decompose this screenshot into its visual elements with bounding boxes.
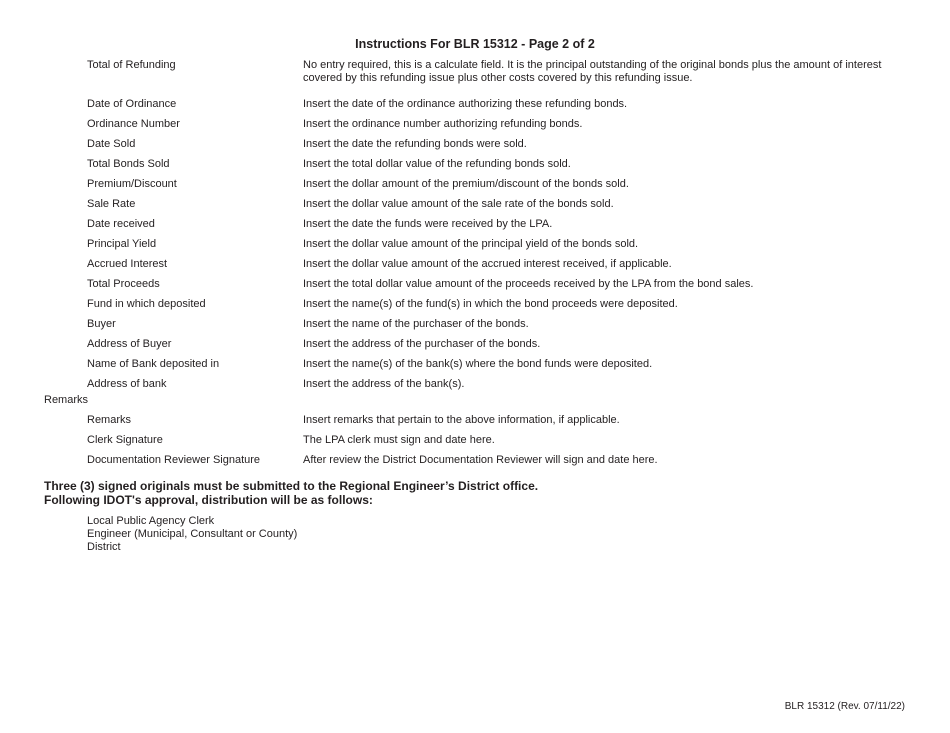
- field-name: Date of Ordinance: [87, 98, 177, 110]
- field-name: Premium/Discount: [87, 178, 177, 190]
- table-row: [0, 158, 950, 178]
- field-name: Date Sold: [87, 138, 136, 150]
- form-revision-footer: BLR 15312 (Rev. 07/11/22): [784, 701, 905, 712]
- field-name: Ordinance Number: [87, 118, 180, 130]
- field-description: Insert the name(s) of the bank(s) where the bond funds were deposited.: [303, 358, 653, 370]
- field-name: Buyer: [87, 318, 116, 330]
- field-name: Address of Buyer: [87, 338, 172, 350]
- table-row: [0, 378, 950, 398]
- notice-line: Three (3) signed originals must be submitted to the Regional Engineer’s District office.: [44, 479, 539, 493]
- distribution-item: Engineer (Municipal, Consultant or County): [87, 528, 298, 540]
- field-description: Insert the name of the purchaser of the bonds.: [303, 318, 529, 330]
- field-description: The LPA clerk must sign and date here.: [303, 434, 495, 446]
- field-name: Remarks: [87, 414, 132, 426]
- field-name: Total of Refunding: [87, 59, 176, 71]
- table-row: [0, 318, 950, 338]
- table-row: [0, 278, 950, 298]
- field-description: Insert the name(s) of the fund(s) in which the bond proceeds were deposited.: [303, 298, 678, 310]
- field-description: Insert the dollar value amount of the accrued interest received, if applicable.: [303, 258, 672, 270]
- field-description: Insert the date the funds were received by the LPA.: [303, 218, 553, 230]
- field-description: Insert the total dollar value of the refunding bonds sold.: [303, 158, 571, 170]
- submission-notice: [44, 479, 538, 507]
- table-row: [0, 98, 950, 118]
- field-name: Documentation Reviewer Signature: [87, 454, 261, 466]
- table-row: [0, 198, 950, 218]
- field-description: Insert the address of the bank(s).: [303, 378, 465, 390]
- field-description: Insert the dollar value amount of the sale rate of the bonds sold.: [303, 198, 614, 210]
- distribution-item: District: [87, 541, 121, 553]
- table-row: [0, 298, 950, 318]
- table-row: [0, 59, 950, 98]
- field-description: No entry required, this is a calculate field. It is the principal outstanding of the original bonds plus the amount of interest covered by this refunding issue plus other costs covered by this refunding issue.: [303, 59, 882, 84]
- table-row: [0, 454, 950, 474]
- field-name: Principal Yield: [87, 238, 157, 250]
- field-name: Total Proceeds: [87, 278, 160, 290]
- field-description: Insert the address of the purchaser of the bonds.: [303, 338, 541, 350]
- table-row: [0, 414, 950, 434]
- field-name: Accrued Interest: [87, 258, 168, 270]
- distribution-list: [87, 515, 297, 554]
- field-name: Name of Bank deposited in: [87, 358, 220, 370]
- field-description: Insert the ordinance number authorizing refunding bonds.: [303, 118, 583, 130]
- field-name: Address of bank: [87, 378, 167, 390]
- field-name: Date received: [87, 218, 155, 230]
- remarks-table: [0, 414, 950, 474]
- field-name: Fund in which deposited: [87, 298, 206, 310]
- table-row: [0, 238, 950, 258]
- field-description: Insert the dollar amount of the premium/discount of the bonds sold.: [303, 178, 629, 190]
- table-row: [0, 434, 950, 454]
- field-description: Insert the date the refunding bonds were sold.: [303, 138, 527, 150]
- table-row: [0, 258, 950, 278]
- instructions-table: [0, 59, 950, 398]
- field-name: Total Bonds Sold: [87, 158, 170, 170]
- distribution-item: Local Public Agency Clerk: [87, 515, 215, 527]
- table-row: [0, 178, 950, 198]
- table-row: [0, 338, 950, 358]
- table-row: [0, 118, 950, 138]
- field-description: Insert the dollar value amount of the principal yield of the bonds sold.: [303, 238, 639, 250]
- field-description: Insert the date of the ordinance authorizing these refunding bonds.: [303, 98, 628, 110]
- remarks-heading: Remarks: [44, 394, 89, 406]
- field-description: Insert remarks that pertain to the above information, if applicable.: [303, 414, 620, 426]
- field-name: Clerk Signature: [87, 434, 163, 446]
- field-name: Sale Rate: [87, 198, 136, 210]
- notice-line: Following IDOT's approval, distribution will be as follows:: [44, 493, 373, 507]
- table-row: [0, 218, 950, 238]
- field-description: After review the District Documentation Reviewer will sign and date here.: [303, 454, 658, 466]
- field-description: Insert the total dollar value amount of the proceeds received by the LPA from the bond sales.: [303, 278, 754, 290]
- table-row: [0, 358, 950, 378]
- page-title: Instructions For BLR 15312 - Page 2 of 2: [355, 37, 595, 51]
- table-row: [0, 138, 950, 158]
